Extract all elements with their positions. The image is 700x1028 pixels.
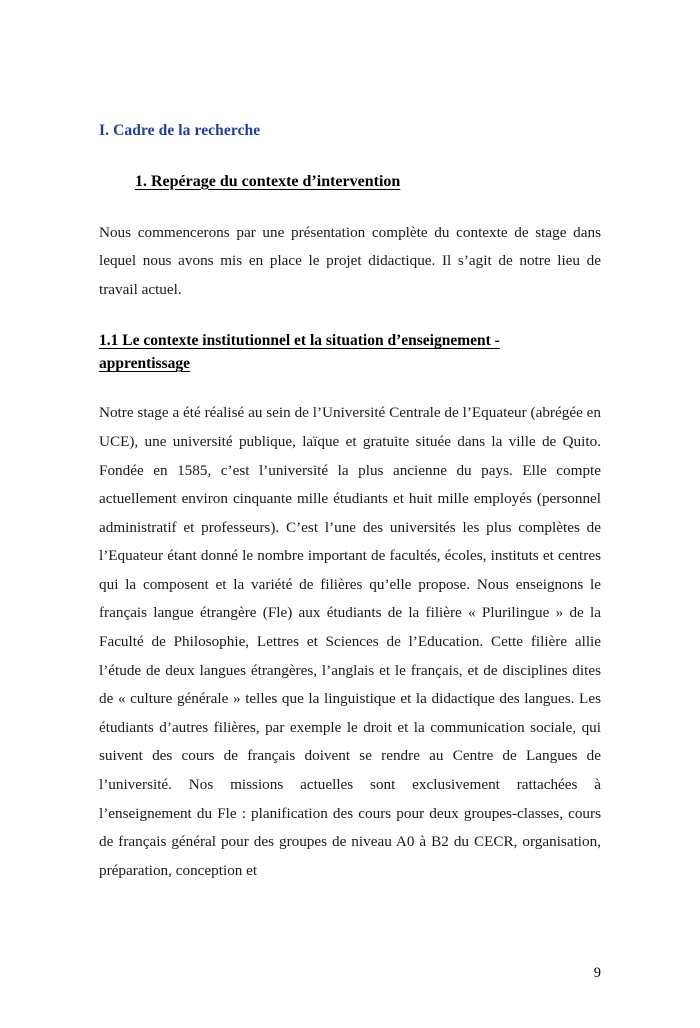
top-margin-spacer xyxy=(99,0,601,122)
subsection-heading-text: 1. Repérage du contexte d’intervention xyxy=(135,172,401,190)
context-paragraph: Notre stage a été réalisé au sein de l’Université Centrale de l’Equateur (abrégée en UCE), une université publique, laïque et gratuite située dans la ville de Quito. Fondée en 1585, c’est l’université la plus ancienne du pays. Elle compte actuellement environ cinquante mille étudiants et huit mille employés (personnel administratif et professeurs). C’est l’une des universités les plus complètes de l’Equateur étant donné le nombre important de facultés, écoles, instituts et centres qui la composent et la variété de filières qu’elle propose. Nous enseignons le français langue étrangère (Fle) aux étudiants de la filière « Plurilingue » de la Faculté de Philosophie, Lettres et Sciences de l’Education. Cette filière allie l’étude de deux langues étrangères, l’anglais et le français, et de disciplines dites de « culture générale » telles que la linguistique et la didactique des langues. Les étudiants d’autres filières, par exemple le droit et la communication sociale, qui suivent des cours de français doivent se rendre au Centre de Langues de l’université. Nos missions actuelles sont exclusivement rattachées à l’enseignement du Fle : planification des cours pour deux groupes-classes, cours de français général pour des groupes de niveau A0 à B2 du CECR, organisation, préparation, conception et xyxy=(99,404,601,879)
spacer-after-subsubsection-heading xyxy=(99,375,601,399)
spacer-after-section-heading xyxy=(99,141,601,172)
subsubsection-heading-line-2: apprentissage xyxy=(99,354,191,372)
spacer-after-subsection-heading xyxy=(99,192,601,219)
intro-paragraph: Nous commencerons par une présentation complète du contexte de stage dans lequel nous avons mis en place le projet didactique. Il s’agit de notre lieu de travail actuel. xyxy=(99,223,601,298)
subsubsection-heading-line-1: 1.1 Le contexte institutionnel et la situation d’enseignement - xyxy=(99,332,500,350)
subsubsection-heading xyxy=(99,330,601,375)
subsection-heading xyxy=(135,172,601,192)
page-number: 9 xyxy=(593,964,601,981)
section-heading: I. Cadre de la recherche xyxy=(99,122,261,139)
spacer-before-subsubsection xyxy=(99,304,601,330)
page-content xyxy=(99,0,601,885)
